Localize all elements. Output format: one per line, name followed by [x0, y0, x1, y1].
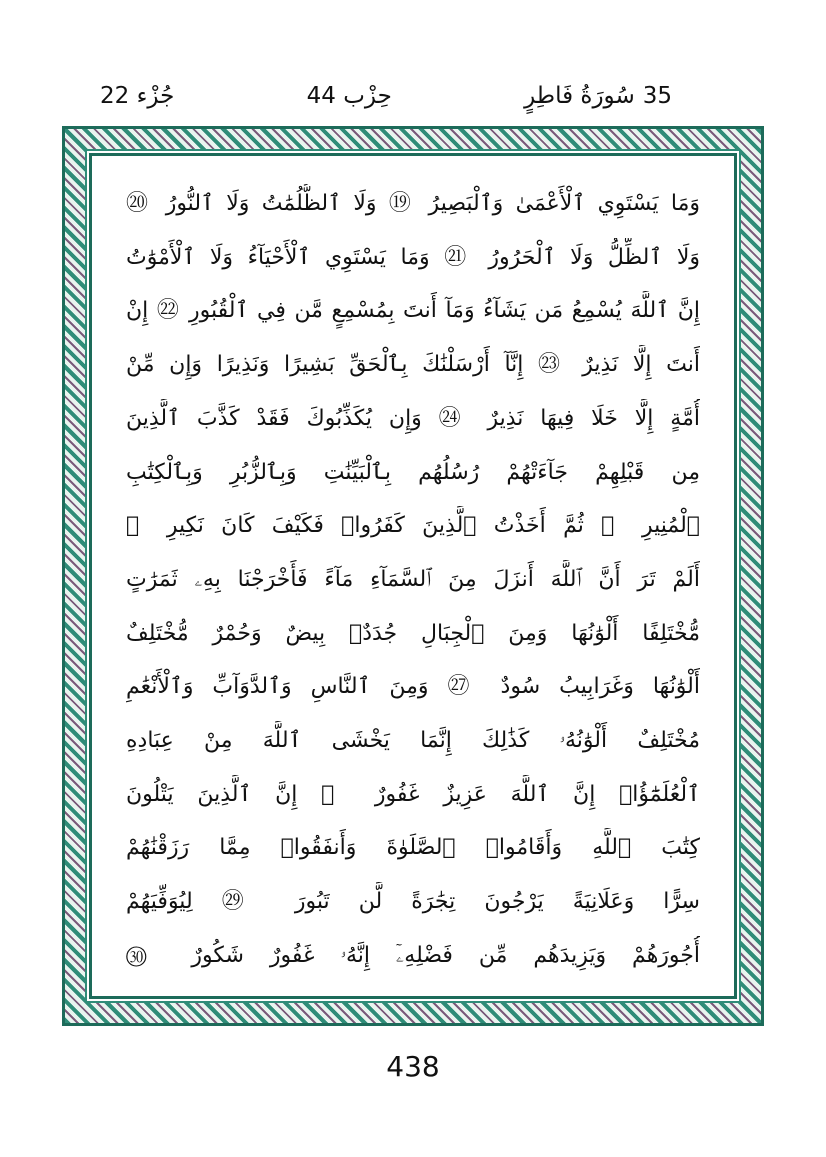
text-line: وَلَا ٱلظِّلُّ وَلَا ٱلْحَرُورُ ㉑ وَمَا يَسْتَوِي ٱلْأَحْيَآءُ وَلَا ٱلْأَمْوَٰتُ — [126, 244, 700, 270]
page-number: 438 — [386, 1050, 440, 1083]
sura-name: سُورَةُ فَاطِرٍ — [524, 83, 635, 109]
sura-number: 35 — [642, 83, 672, 109]
text-line: وَمَا يَسْتَوِي ٱلْأَعْمَىٰ وَٱلْبَصِيرُ ⑲ وَلَا ٱلظُّلُمَٰتُ وَلَا ٱلنُّورُ ⑳ — [126, 191, 700, 216]
page-header — [100, 78, 672, 114]
text-line: أَلَمْ تَرَ أَنَّ ٱللَّهَ أَنزَلَ مِنَ ٱلسَّمَآءِ مَآءً فَأَخْرَجْنَا بِهِۦ ثَمَرَٰتٍ — [126, 566, 700, 592]
text-line: أُجُورَهُمْ وَيَزِيدَهُم مِّن فَضْلِهِۦٓ إِنَّهُۥ غَفُورٌ شَكُورٌ ㉚ — [126, 942, 700, 968]
text-line: أُمَّةٍ إِلَّا خَلَا فِيهَا نَذِيرٌ ㉔ وَإِن يُكَذِّبُوكَ فَقَدْ كَذَّبَ ٱلَّذِينَ — [126, 405, 700, 431]
text-line: إِنَّ ٱللَّهَ يُسْمِعُ مَن يَشَآءُ وَمَآ أَنتَ بِمُسْمِعٍ مَّن فِي ٱلْقُبُورِ ㉒ إِنْ — [126, 298, 700, 324]
text-line: أَنتَ إِلَّا نَذِيرٌ ㉓ إِنَّآ أَرْسَلْنَٰكَ بِٱلْحَقِّ بَشِيرًا وَنَذِيرًا وَإِن مِّنْ — [126, 352, 700, 378]
text-panel — [89, 153, 737, 999]
sura-title — [524, 83, 672, 109]
quran-text — [126, 184, 700, 976]
hizb-label: حِزْب 44 — [306, 83, 392, 109]
juz-label: جُزْء 22 — [100, 83, 175, 109]
text-line: مُّخْتَلِفًا أَلْوَٰنُهَا وَمِنَ ٱلْجِبَالِ جُدَدٌۢ بِيضٌ وَحُمْرٌ مُّخْتَلِفٌ — [126, 620, 700, 646]
text-line: ٱلْمُنِيرِ ㉕ ثُمَّ أَخَذْتُ ٱلَّذِينَ كَفَرُوا۟ فَكَيْفَ كَانَ نَكِيرِ ㉖ — [126, 513, 700, 539]
text-line: مِن قَبْلِهِمْ جَآءَتْهُمْ رُسُلُهُم بِٱلْبَيِّنَٰتِ وَبِٱلزُّبُرِ وَبِٱلْكِتَٰبِ — [126, 459, 700, 485]
text-line: سِرًّا وَعَلَانِيَةً يَرْجُونَ تِجَٰرَةً لَّن تَبُورَ ㉙ لِيُوَفِّيَهُمْ — [126, 889, 700, 915]
text-line: أَلْوَٰنُهَا وَغَرَابِيبُ سُودٌ ㉗ وَمِنَ ٱلنَّاسِ وَٱلدَّوَآبِّ وَٱلْأَنْعَٰمِ — [126, 674, 700, 700]
ornamental-frame — [62, 126, 764, 1026]
text-line: كِتَٰبَ ٱللَّهِ وَأَقَامُوا۟ ٱلصَّلَوٰةَ وَأَنفَقُوا۟ مِمَّا رَزَقْنَٰهُمْ — [126, 835, 700, 861]
text-line: مُخْتَلِفٌ أَلْوَٰنُهُۥ كَذَٰلِكَ إِنَّمَا يَخْشَى ٱللَّهَ مِنْ عِبَادِهِ — [126, 728, 700, 754]
text-line: ٱلْعُلَمَٰٓؤُا۟ إِنَّ ٱللَّهَ عَزِيزٌ غَفُورٌ ㉘ إِنَّ ٱلَّذِينَ يَتْلُونَ — [126, 781, 700, 807]
